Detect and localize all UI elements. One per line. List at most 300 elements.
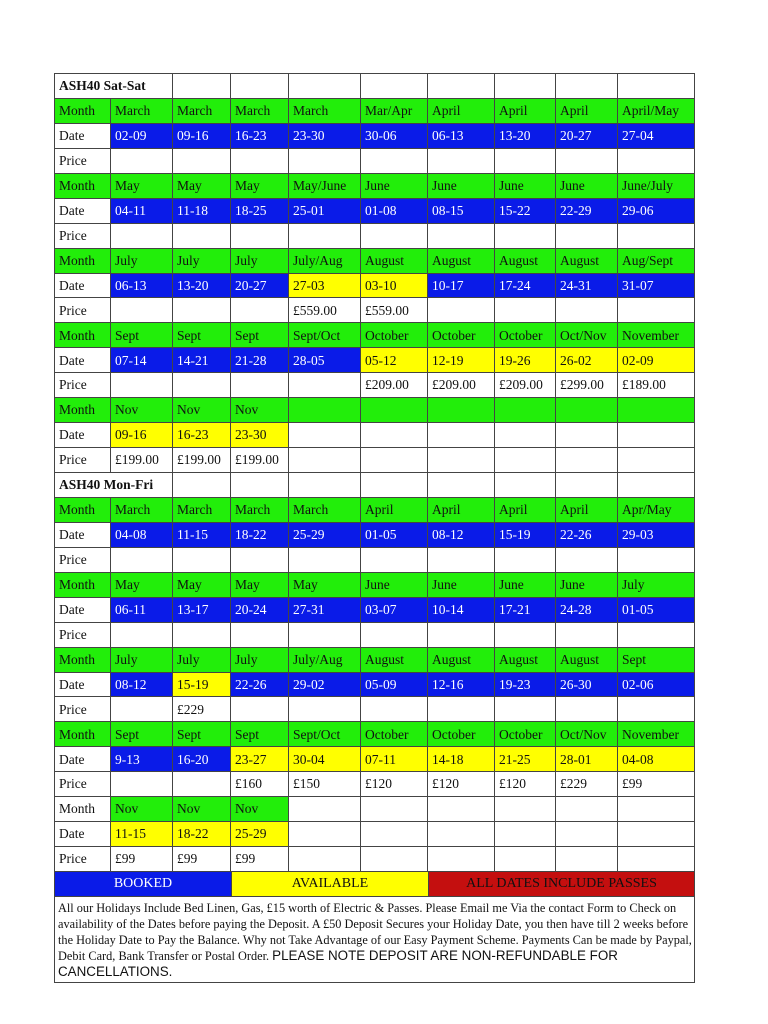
month-row-label: Month xyxy=(55,398,111,423)
empty-cell xyxy=(231,298,289,323)
legend-available: AVAILABLE xyxy=(232,872,429,897)
date-row-label: Date xyxy=(55,123,111,148)
price-cell: £99 xyxy=(618,772,695,797)
booked-date-cell: 31-07 xyxy=(618,273,695,298)
month-cell: June xyxy=(556,572,618,597)
month-cell: May xyxy=(173,572,231,597)
empty-cell xyxy=(361,822,428,847)
date-row-label: Date xyxy=(55,348,111,373)
booked-date-cell: 06-13 xyxy=(428,123,495,148)
booked-date-cell: 29-03 xyxy=(618,522,695,547)
booked-date-cell: 21-28 xyxy=(231,348,289,373)
month-row xyxy=(55,722,695,747)
booked-date-cell: 24-28 xyxy=(556,597,618,622)
date-row xyxy=(55,672,695,697)
empty-cell xyxy=(289,373,361,398)
month-cell xyxy=(495,797,556,822)
empty-cell xyxy=(618,448,695,473)
price-cell: £199.00 xyxy=(231,448,289,473)
month-cell: November xyxy=(618,722,695,747)
price-row-label: Price xyxy=(55,547,111,572)
month-cell: November xyxy=(618,323,695,348)
price-row xyxy=(55,847,695,872)
empty-cell xyxy=(231,473,289,498)
available-date-cell: 09-16 xyxy=(111,423,173,448)
date-row xyxy=(55,747,695,772)
month-cell: Sept xyxy=(231,323,289,348)
price-cell: £199.00 xyxy=(111,448,173,473)
booked-date-cell: 27-31 xyxy=(289,597,361,622)
price-row xyxy=(55,373,695,398)
legend xyxy=(54,871,695,897)
price-row xyxy=(55,622,695,647)
price-cell: £559.00 xyxy=(289,298,361,323)
booked-date-cell: 27-04 xyxy=(618,123,695,148)
empty-cell xyxy=(428,148,495,173)
empty-cell xyxy=(173,298,231,323)
price-row-label: Price xyxy=(55,373,111,398)
empty-cell xyxy=(618,822,695,847)
month-cell xyxy=(361,398,428,423)
month-cell: June xyxy=(495,173,556,198)
date-row xyxy=(55,822,695,847)
date-row xyxy=(55,522,695,547)
month-cell xyxy=(428,797,495,822)
booked-date-cell: 13-17 xyxy=(173,597,231,622)
booked-date-cell: 20-27 xyxy=(231,273,289,298)
month-cell: Oct/Nov xyxy=(556,323,618,348)
month-row xyxy=(55,248,695,273)
available-date-cell: 23-27 xyxy=(231,747,289,772)
date-row-label: Date xyxy=(55,822,111,847)
empty-cell xyxy=(556,448,618,473)
price-cell: £99 xyxy=(173,847,231,872)
date-row-label: Date xyxy=(55,273,111,298)
empty-cell xyxy=(289,622,361,647)
empty-cell xyxy=(289,74,361,99)
booked-date-cell: 20-24 xyxy=(231,597,289,622)
empty-cell xyxy=(173,223,231,248)
price-cell: £299.00 xyxy=(556,373,618,398)
booked-date-cell: 19-23 xyxy=(495,672,556,697)
available-date-cell: 28-01 xyxy=(556,747,618,772)
month-cell: July xyxy=(173,647,231,672)
date-row-label: Date xyxy=(55,672,111,697)
price-row-label: Price xyxy=(55,697,111,722)
price-cell: £160 xyxy=(231,772,289,797)
month-row-label: Month xyxy=(55,248,111,273)
empty-cell xyxy=(495,473,556,498)
month-cell: April xyxy=(556,497,618,522)
price-row xyxy=(55,772,695,797)
available-date-cell: 15-19 xyxy=(173,672,231,697)
date-row-label: Date xyxy=(55,423,111,448)
month-cell: July/Aug xyxy=(289,248,361,273)
empty-cell xyxy=(556,223,618,248)
month-cell: August xyxy=(428,647,495,672)
month-cell xyxy=(428,398,495,423)
empty-cell xyxy=(618,74,695,99)
price-cell: £209.00 xyxy=(361,373,428,398)
empty-cell xyxy=(428,423,495,448)
empty-cell xyxy=(361,547,428,572)
price-cell: £229 xyxy=(556,772,618,797)
available-date-cell: 07-11 xyxy=(361,747,428,772)
month-cell: March xyxy=(111,98,173,123)
empty-cell xyxy=(618,298,695,323)
empty-cell xyxy=(618,148,695,173)
empty-cell xyxy=(111,148,173,173)
price-row-label: Price xyxy=(55,772,111,797)
booked-date-cell: 11-15 xyxy=(173,522,231,547)
empty-cell xyxy=(289,847,361,872)
section-title-row xyxy=(55,74,695,99)
booked-date-cell: 01-08 xyxy=(361,198,428,223)
empty-cell xyxy=(361,223,428,248)
empty-cell xyxy=(231,373,289,398)
month-cell: August xyxy=(495,248,556,273)
booked-date-cell: 22-29 xyxy=(556,198,618,223)
empty-cell xyxy=(618,223,695,248)
booked-date-cell: 03-07 xyxy=(361,597,428,622)
price-cell: £209.00 xyxy=(428,373,495,398)
month-cell xyxy=(618,797,695,822)
month-cell: Nov xyxy=(173,797,231,822)
month-cell: October xyxy=(495,722,556,747)
booked-date-cell: 08-12 xyxy=(428,522,495,547)
month-cell: October xyxy=(361,722,428,747)
empty-cell xyxy=(428,223,495,248)
empty-cell xyxy=(556,74,618,99)
empty-cell xyxy=(361,423,428,448)
month-cell: Sept xyxy=(111,323,173,348)
empty-cell xyxy=(361,148,428,173)
booked-date-cell: 17-24 xyxy=(495,273,556,298)
month-cell: October xyxy=(361,323,428,348)
empty-cell xyxy=(289,148,361,173)
date-row-label: Date xyxy=(55,522,111,547)
empty-cell xyxy=(289,547,361,572)
empty-cell xyxy=(428,622,495,647)
price-row-label: Price xyxy=(55,448,111,473)
booked-date-cell: 02-06 xyxy=(618,672,695,697)
booked-date-cell: 01-05 xyxy=(361,522,428,547)
booked-date-cell: 10-17 xyxy=(428,273,495,298)
empty-cell xyxy=(495,622,556,647)
month-cell: May xyxy=(173,173,231,198)
empty-cell xyxy=(111,547,173,572)
empty-cell xyxy=(361,847,428,872)
empty-cell xyxy=(428,74,495,99)
empty-cell xyxy=(495,822,556,847)
month-cell: May xyxy=(111,173,173,198)
empty-cell xyxy=(231,697,289,722)
available-date-cell: 04-08 xyxy=(618,747,695,772)
price-row xyxy=(55,298,695,323)
empty-cell xyxy=(556,622,618,647)
price-cell: £120 xyxy=(361,772,428,797)
month-row-label: Month xyxy=(55,497,111,522)
empty-cell xyxy=(556,298,618,323)
legend-booked: BOOKED xyxy=(55,872,232,897)
booking-sheet xyxy=(54,73,694,983)
booked-date-cell: 11-18 xyxy=(173,198,231,223)
empty-cell xyxy=(111,223,173,248)
available-date-cell: 21-25 xyxy=(495,747,556,772)
month-cell: March xyxy=(173,98,231,123)
month-cell: July xyxy=(111,647,173,672)
month-cell: May xyxy=(231,572,289,597)
booked-date-cell: 25-01 xyxy=(289,198,361,223)
month-cell: Aug/Sept xyxy=(618,248,695,273)
price-row-label: Price xyxy=(55,148,111,173)
month-cell: July xyxy=(231,647,289,672)
month-row xyxy=(55,98,695,123)
booked-date-cell: 06-11 xyxy=(111,597,173,622)
empty-cell xyxy=(173,547,231,572)
month-cell: May xyxy=(231,173,289,198)
date-row-label: Date xyxy=(55,198,111,223)
price-row xyxy=(55,148,695,173)
month-cell: March xyxy=(289,98,361,123)
booked-date-cell: 28-05 xyxy=(289,348,361,373)
month-cell: June/July xyxy=(618,173,695,198)
month-cell: April xyxy=(361,497,428,522)
month-row xyxy=(55,647,695,672)
month-cell: May xyxy=(111,572,173,597)
month-cell: March xyxy=(173,497,231,522)
month-cell: Nov xyxy=(111,797,173,822)
empty-cell xyxy=(231,622,289,647)
section-title: ASH40 Mon-Fri xyxy=(55,473,173,498)
month-cell: April xyxy=(495,98,556,123)
empty-cell xyxy=(111,772,173,797)
empty-cell xyxy=(495,298,556,323)
booked-date-cell: 12-16 xyxy=(428,672,495,697)
price-cell: £559.00 xyxy=(361,298,428,323)
empty-cell xyxy=(556,148,618,173)
booked-date-cell: 05-09 xyxy=(361,672,428,697)
price-cell: £150 xyxy=(289,772,361,797)
month-cell xyxy=(618,398,695,423)
month-cell: Apr/May xyxy=(618,497,695,522)
month-cell: Nov xyxy=(173,398,231,423)
empty-cell xyxy=(173,74,231,99)
month-row xyxy=(55,797,695,822)
month-cell: July xyxy=(618,572,695,597)
empty-cell xyxy=(361,448,428,473)
empty-cell xyxy=(289,223,361,248)
month-cell: June xyxy=(495,572,556,597)
available-date-cell: 27-03 xyxy=(289,273,361,298)
month-cell: August xyxy=(495,647,556,672)
month-cell: October xyxy=(495,323,556,348)
empty-cell xyxy=(289,448,361,473)
empty-cell xyxy=(495,148,556,173)
month-cell xyxy=(556,797,618,822)
legend-all-dates-include-passes: ALL DATES INCLUDE PASSES xyxy=(429,872,695,897)
terms-note xyxy=(54,897,695,983)
month-cell: Oct/Nov xyxy=(556,722,618,747)
date-row-label: Date xyxy=(55,747,111,772)
booked-date-cell: 04-11 xyxy=(111,198,173,223)
empty-cell xyxy=(361,473,428,498)
empty-cell xyxy=(618,697,695,722)
month-cell: July xyxy=(173,248,231,273)
available-date-cell: 14-18 xyxy=(428,747,495,772)
date-row xyxy=(55,348,695,373)
month-cell: October xyxy=(428,722,495,747)
month-cell: Sept xyxy=(173,323,231,348)
month-cell: Sept xyxy=(231,722,289,747)
empty-cell xyxy=(495,423,556,448)
month-cell: April xyxy=(428,497,495,522)
available-date-cell: 03-10 xyxy=(361,273,428,298)
booked-date-cell: 02-09 xyxy=(111,123,173,148)
deposit-notice: PLEASE NOTE DEPOSIT ARE NON-REFUNDABLE FOR CANCELLATIONS. xyxy=(58,948,618,979)
month-cell: July xyxy=(231,248,289,273)
terms-text: All our Holidays Include Bed Linen, Gas, £15 worth of Electric & Passes. Please Email me Via the contact Form to Check on availability of the Dates before paying the Deposit. A £50 Deposit Secures your Holiday Date, you then have till 2 weeks before the Holiday Date to Pay the Balance. Why not Take Advantage of our Easy Payment Scheme. Payments Can be made by Paypal, Debit Card, Bank Transfer or Postal Order. xyxy=(58,901,692,963)
price-cell: £120 xyxy=(428,772,495,797)
price-row-label: Price xyxy=(55,847,111,872)
price-cell: £229 xyxy=(173,697,231,722)
empty-cell xyxy=(428,847,495,872)
booked-date-cell: 13-20 xyxy=(173,273,231,298)
booked-date-cell: 20-27 xyxy=(556,123,618,148)
month-cell: June xyxy=(361,173,428,198)
booked-date-cell: 14-21 xyxy=(173,348,231,373)
price-cell: £120 xyxy=(495,772,556,797)
empty-cell xyxy=(111,373,173,398)
month-cell: August xyxy=(428,248,495,273)
available-date-cell: 12-19 xyxy=(428,348,495,373)
booked-date-cell: 15-19 xyxy=(495,522,556,547)
empty-cell xyxy=(173,373,231,398)
price-cell: £199.00 xyxy=(173,448,231,473)
empty-cell xyxy=(231,148,289,173)
empty-cell xyxy=(111,697,173,722)
month-row-label: Month xyxy=(55,173,111,198)
month-row xyxy=(55,398,695,423)
booked-date-cell: 10-14 xyxy=(428,597,495,622)
section-title-row xyxy=(55,473,695,498)
booked-date-cell: 16-23 xyxy=(231,123,289,148)
empty-cell xyxy=(231,223,289,248)
empty-cell xyxy=(618,847,695,872)
empty-cell xyxy=(361,697,428,722)
price-row-label: Price xyxy=(55,298,111,323)
month-cell: August xyxy=(361,647,428,672)
empty-cell xyxy=(556,423,618,448)
empty-cell xyxy=(428,547,495,572)
empty-cell xyxy=(618,622,695,647)
empty-cell xyxy=(556,473,618,498)
booked-date-cell: 24-31 xyxy=(556,273,618,298)
available-date-cell: 30-04 xyxy=(289,747,361,772)
empty-cell xyxy=(495,448,556,473)
available-date-cell: 02-09 xyxy=(618,348,695,373)
month-row xyxy=(55,323,695,348)
price-row-label: Price xyxy=(55,223,111,248)
empty-cell xyxy=(428,448,495,473)
date-row-label: Date xyxy=(55,597,111,622)
booked-date-cell: 04-08 xyxy=(111,522,173,547)
section-title: ASH40 Sat-Sat xyxy=(55,74,173,99)
booked-date-cell: 07-14 xyxy=(111,348,173,373)
month-cell: August xyxy=(361,248,428,273)
month-cell xyxy=(361,797,428,822)
booked-date-cell: 08-15 xyxy=(428,198,495,223)
empty-cell xyxy=(173,473,231,498)
month-cell: July xyxy=(111,248,173,273)
price-cell: £99 xyxy=(231,847,289,872)
month-cell: Nov xyxy=(111,398,173,423)
empty-cell xyxy=(556,697,618,722)
available-date-cell: 26-02 xyxy=(556,348,618,373)
month-cell xyxy=(495,398,556,423)
price-cell: £189.00 xyxy=(618,373,695,398)
available-date-cell: 25-29 xyxy=(231,822,289,847)
month-row-label: Month xyxy=(55,722,111,747)
empty-cell xyxy=(495,547,556,572)
available-date-cell: 18-22 xyxy=(173,822,231,847)
booked-date-cell: 01-05 xyxy=(618,597,695,622)
booked-date-cell: 18-25 xyxy=(231,198,289,223)
month-cell: Sept/Oct xyxy=(289,323,361,348)
availability-table xyxy=(54,73,695,872)
date-row xyxy=(55,198,695,223)
month-cell: March xyxy=(111,497,173,522)
month-row-label: Month xyxy=(55,323,111,348)
month-cell: August xyxy=(556,647,618,672)
available-date-cell: 16-23 xyxy=(173,423,231,448)
empty-cell xyxy=(111,298,173,323)
empty-cell xyxy=(289,697,361,722)
empty-cell xyxy=(428,822,495,847)
month-cell: Mar/Apr xyxy=(361,98,428,123)
month-row-label: Month xyxy=(55,797,111,822)
empty-cell xyxy=(618,547,695,572)
month-cell: April xyxy=(495,497,556,522)
empty-cell xyxy=(361,74,428,99)
month-cell: June xyxy=(428,173,495,198)
month-cell: Nov xyxy=(231,797,289,822)
empty-cell xyxy=(289,423,361,448)
booked-date-cell: 09-16 xyxy=(173,123,231,148)
available-date-cell: 23-30 xyxy=(231,423,289,448)
month-cell xyxy=(289,398,361,423)
month-cell: June xyxy=(428,572,495,597)
date-row xyxy=(55,597,695,622)
empty-cell xyxy=(231,547,289,572)
empty-cell xyxy=(618,423,695,448)
empty-cell xyxy=(289,473,361,498)
month-cell: Sept xyxy=(618,647,695,672)
month-cell: May/June xyxy=(289,173,361,198)
month-cell: March xyxy=(289,497,361,522)
price-row-label: Price xyxy=(55,622,111,647)
booked-date-cell: 06-13 xyxy=(111,273,173,298)
month-cell: Nov xyxy=(231,398,289,423)
month-cell: June xyxy=(556,173,618,198)
month-cell: April xyxy=(556,98,618,123)
booked-date-cell: 26-30 xyxy=(556,672,618,697)
empty-cell xyxy=(556,822,618,847)
booked-date-cell: 22-26 xyxy=(556,522,618,547)
available-date-cell: 05-12 xyxy=(361,348,428,373)
price-row xyxy=(55,547,695,572)
booked-date-cell: 16-20 xyxy=(173,747,231,772)
